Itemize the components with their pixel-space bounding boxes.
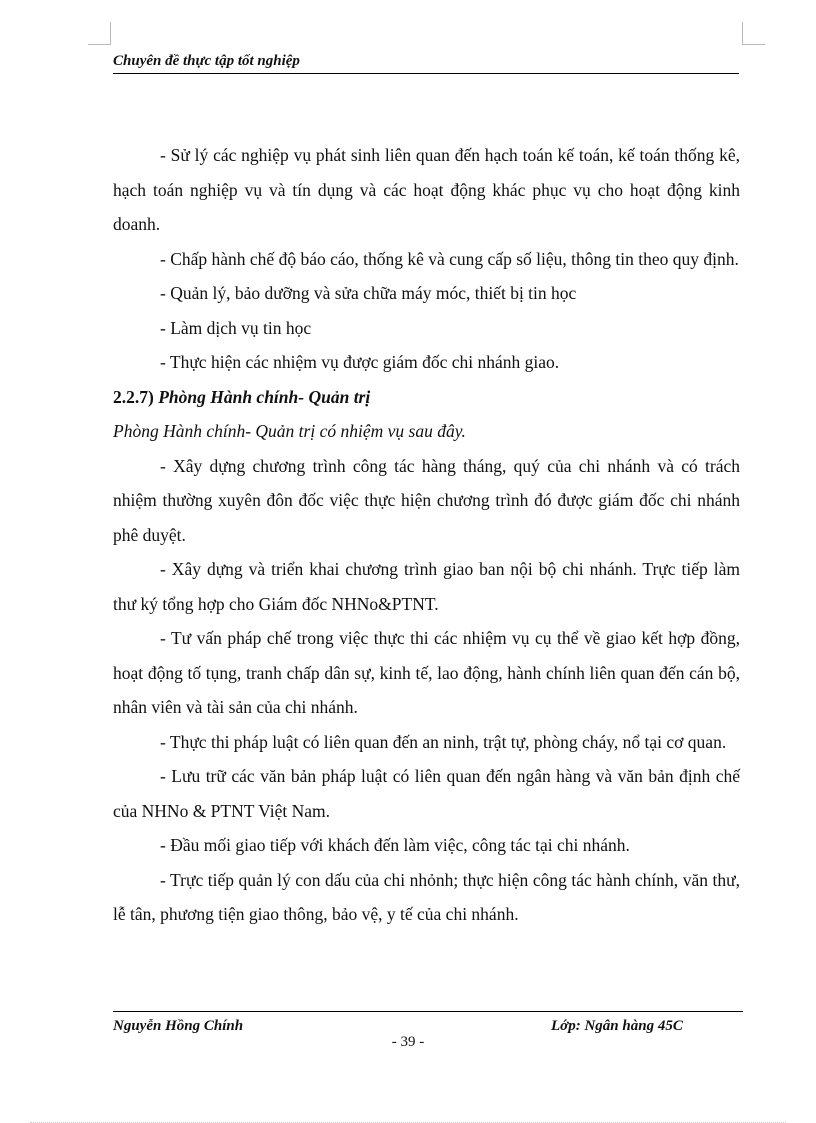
page-header bbox=[113, 52, 739, 74]
paragraph: - Thực thi pháp luật có liên quan đến an ninh, trật tự, phòng cháy, nổ tại cơ quan. bbox=[160, 731, 727, 752]
section-title: Phòng Hành chính- Quản trị bbox=[158, 386, 371, 407]
header-title: Chuyên đề thực tập tốt nghiệp bbox=[113, 53, 300, 69]
footer-class: Lớp: Ngân hàng 45C bbox=[551, 1018, 683, 1034]
paragraph: - Đầu mối giao tiếp với khách đến làm việc, công tác tại chi nhánh. bbox=[160, 835, 630, 855]
paragraph: - Tư vấn pháp chế trong việc thực thi các nhiệm vụ cụ thể về giao kết hợp đồng, hoạt động tố tụng, tranh chấp dân sự, kinh tế, lao động, hành chính liên quan đến cán bộ, nhân viên và tài sản của chi nhánh. bbox=[113, 628, 740, 717]
paragraph: - Xây dựng và triển khai chương trình giao ban nội bộ chi nhánh. Trực tiếp làm thư ký tổng hợp cho Giám đốc NHNo&PTNT. bbox=[113, 559, 740, 614]
paragraph: - Lưu trữ các văn bản pháp luật có liên quan đến ngân hàng và văn bản định chế của NHNo & PTNT Việt Nam. bbox=[113, 766, 740, 821]
page-content bbox=[113, 138, 740, 932]
section-intro: Phòng Hành chính- Quản trị có nhiệm vụ sau đây. bbox=[113, 421, 466, 441]
section-heading bbox=[113, 380, 740, 415]
footer-author: Nguyễn Hồng Chính bbox=[113, 1018, 244, 1034]
section-number: 2.2.7) bbox=[113, 386, 154, 407]
paragraph: - Thực hiện các nhiệm vụ được giám đốc chi nhánh giao. bbox=[160, 352, 560, 372]
paragraph: - Trực tiếp quản lý con dấu của chi nhỏnh; thực hiện công tác hành chính, văn thư, lễ tân, phương tiện giao thông, bảo vệ, y tế của chi nhánh. bbox=[113, 869, 740, 924]
paragraph: - Xây dựng chương trình công tác hàng tháng, quý của chi nhánh và có trách nhiệm thường xuyên đôn đốc việc thực hiện chương trình đó được giám đốc chi nhánh phê duyệt. bbox=[113, 455, 740, 545]
crop-mark-top-left bbox=[88, 22, 111, 45]
page-number: - 39 - bbox=[391, 1034, 425, 1050]
paragraph: - Quản lý, bảo dưỡng và sửa chữa máy móc, thiết bị tin học bbox=[160, 283, 577, 303]
paragraph: - Chấp hành chế độ báo cáo, thống kê và cung cấp số liệu, thông tin theo quy định. bbox=[160, 248, 739, 269]
crop-mark-top-right bbox=[742, 22, 765, 45]
paragraph: - Sử lý các nghiệp vụ phát sinh liên quan đến hạch toán kế toán, kế toán thống kê, hạch toán nghiệp vụ và tín dụng và các hoạt động khác phục vụ cho hoạt động kinh doanh. bbox=[113, 145, 740, 234]
paragraph: - Làm dịch vụ tin học bbox=[160, 317, 312, 338]
page-footer bbox=[113, 1011, 743, 1034]
